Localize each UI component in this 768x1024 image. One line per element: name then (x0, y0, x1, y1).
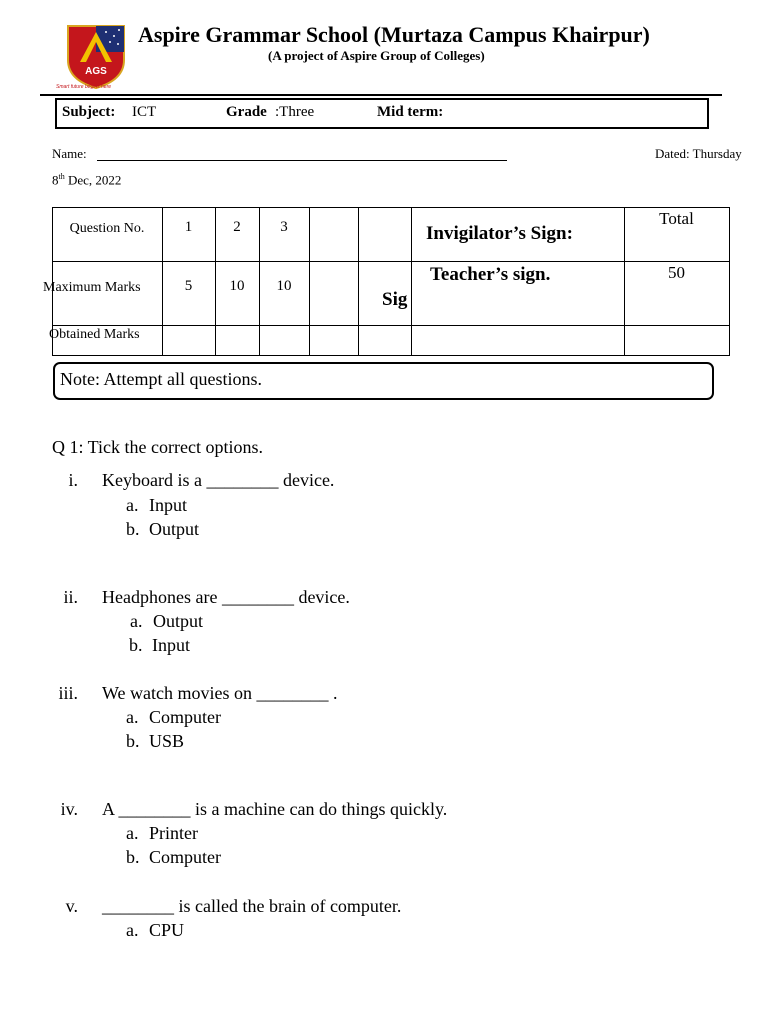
table-border-bottom (52, 355, 730, 356)
table-row-divider (52, 325, 730, 326)
item-question: Keyboard is a ________ device. (102, 470, 335, 490)
option-letter: a. (126, 823, 139, 843)
option-letter: a. (126, 495, 139, 515)
item-question: A ________ is a machine can do things quickly. (102, 799, 448, 819)
max-mark: 10 (276, 278, 292, 294)
school-subtitle: (A project of Aspire Group of Colleges) (268, 48, 485, 63)
option-text: CPU (149, 920, 185, 940)
item-number: ii. (63, 587, 78, 607)
option-letter: b. (129, 635, 143, 655)
name-label: Name: (52, 146, 87, 161)
option-text: USB (149, 731, 185, 751)
school-name: Aspire Grammar School (Murtaza Campus Khairpur) (138, 22, 650, 47)
school-logo (58, 22, 136, 90)
school-motto: Smart future begins here (56, 84, 112, 90)
table-row-divider (52, 261, 730, 262)
date-day: 8 (52, 172, 59, 188)
question-number: 1 (184, 219, 193, 235)
q1-heading: Q 1: Tick the correct options. (52, 437, 263, 457)
item-number: iv. (60, 799, 78, 819)
table-border-top (52, 207, 730, 208)
option-letter: a. (126, 707, 139, 727)
option-text: Output (149, 519, 200, 539)
maximum-marks-label: Maximum Marks (43, 280, 141, 295)
option-text: Input (149, 495, 187, 515)
invigilator-sign-label: Invigilator’s Sign: (426, 223, 573, 244)
option-letter: b. (126, 731, 140, 751)
option-letter: a. (130, 611, 143, 631)
question-number: 2 (233, 219, 241, 235)
option-letter: b. (126, 519, 140, 539)
note-text: Note: Attempt all questions. (60, 369, 262, 389)
table-border-right (729, 207, 730, 356)
max-mark: 10 (229, 278, 245, 294)
date-suffix: th (58, 172, 65, 181)
date-line (52, 172, 121, 188)
item-number: i. (68, 470, 78, 490)
name-underline (97, 160, 507, 161)
dated-label: Dated: Thursday (655, 146, 742, 161)
total-label: Total (659, 209, 694, 228)
logo-text: AGS (85, 66, 107, 77)
subject-value: ICT (132, 104, 157, 120)
total-value: 50 (668, 263, 685, 282)
option-letter: b. (126, 847, 140, 867)
item-number: iii. (58, 683, 78, 703)
option-text: Output (153, 611, 204, 631)
grade-label: Grade (226, 104, 267, 120)
item-question: ________ is called the brain of computer. (102, 896, 402, 916)
table-col-divider (309, 207, 310, 356)
table-col-divider (411, 207, 412, 356)
table-col-divider (358, 207, 359, 356)
date-rest: Dec, 2022 (64, 172, 122, 188)
option-text: Input (152, 635, 190, 655)
option-letter: a. (126, 920, 139, 940)
grade-value: :Three (275, 104, 315, 120)
option-text: Computer (149, 707, 221, 727)
header-rule (40, 94, 722, 96)
term-label: Mid term: (377, 104, 444, 120)
option-text: Printer (149, 823, 198, 843)
subject-label: Subject: (62, 104, 116, 120)
option-text: Computer (149, 847, 221, 867)
item-question: Headphones are ________ device. (102, 587, 350, 607)
obtained-marks-label: Obtained Marks (49, 327, 140, 342)
question-no-label: Question No. (69, 221, 145, 236)
max-mark: 5 (184, 278, 193, 294)
item-number: v. (65, 896, 78, 916)
marks-table (43, 207, 730, 356)
teacher-sign-label: Teacher’s sign. (430, 264, 551, 285)
sig-fragment: Sig (382, 289, 408, 310)
item-question: We watch movies on ________ . (102, 683, 338, 703)
question-number: 3 (280, 219, 288, 235)
